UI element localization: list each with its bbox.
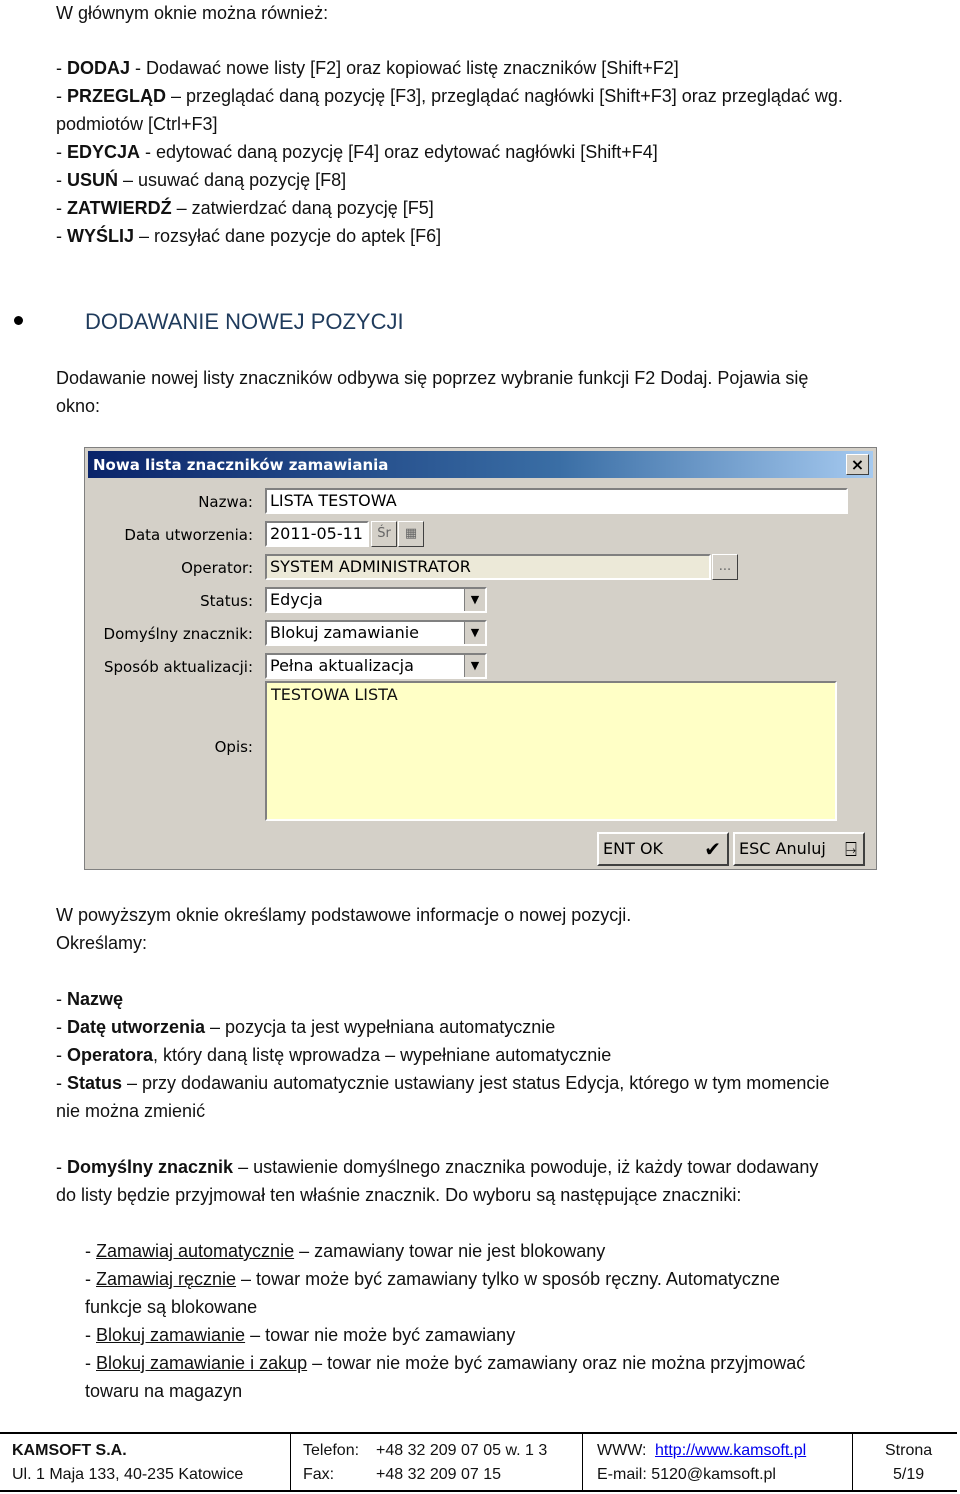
status-select[interactable]	[265, 587, 487, 613]
desc-domyslny-cont: do listy będzie przyjmował ten właśnie znacznik. Do wyboru są następujące znaczniki:	[56, 1185, 742, 1205]
exit-door-icon: ⍈	[845, 837, 857, 861]
label-data: Data utworzenia:	[124, 526, 253, 544]
desc-status: - Status – przy dodawaniu automatycznie ustawiany jest status Edycja, którego w tym momencie	[56, 1073, 830, 1093]
marker-blokuj-zakup: - Blokuj zamawianie i zakup – towar nie może być zamawiany oraz nie można przyjmować	[85, 1353, 806, 1373]
company-name: KAMSOFT S.A.	[12, 1442, 127, 1459]
nazwa-input[interactable]: LISTA TESTOWA	[265, 488, 848, 514]
znacznik-select[interactable]	[265, 620, 487, 646]
operator-input: SYSTEM ADMINISTRATOR	[265, 554, 711, 580]
function-dodaj: - DODAJ - Dodawać nowe listy [F2] oraz kopiować listę znaczników [Shift+F2]	[56, 58, 679, 78]
desc-data: - Datę utworzenia – pozycja ta jest wypełniana automatycznie	[56, 1017, 556, 1037]
data-input[interactable]: 2011-05-11	[265, 521, 369, 547]
function-zatwierdz: - ZATWIERDŹ – zatwierdzać daną pozycję [F5]	[56, 198, 434, 218]
function-wyslij: - WYŚLIJ – rozsyłać dane pozycje do aptek [F6]	[56, 226, 442, 246]
sposob-select[interactable]	[265, 653, 487, 679]
label-operator: Operator:	[181, 559, 253, 577]
page-number: 5/19	[893, 1466, 925, 1483]
close-button[interactable]: ×	[846, 454, 869, 475]
ok-label: ENT OK	[603, 839, 664, 858]
intro-text: W głównym oknie można również:	[56, 3, 329, 23]
label-nazwa: Nazwa:	[198, 493, 253, 511]
page-label: Strona	[885, 1442, 933, 1459]
section-heading: DODAWANIE NOWEJ POZYCJI	[85, 309, 404, 334]
fax-label: Fax:	[303, 1466, 335, 1483]
www-link[interactable]: http://www.kamsoft.pl	[655, 1442, 807, 1459]
after-text-2: Określamy:	[56, 933, 148, 953]
footer-web	[582, 1434, 853, 1490]
page-footer	[0, 1432, 957, 1492]
chevron-down-icon[interactable]: ▼	[464, 622, 485, 644]
marker-blokuj-zakup-cont: towaru na magazyn	[85, 1381, 243, 1401]
desc-nazwa: - Nazwę	[56, 989, 124, 1009]
section-intro-1: Dodawanie nowej listy znaczników odbywa się poprzez wybranie funkcji F2 Dodaj. Pojawia się	[56, 368, 809, 388]
tel-label: Telefon:	[303, 1442, 360, 1459]
footer-phone	[290, 1434, 583, 1490]
company-address: Ul. 1 Maja 133, 40-235 Katowice	[12, 1466, 244, 1483]
cancel-label: ESC Anuluj	[739, 839, 826, 858]
section-intro-2: okno:	[56, 396, 101, 416]
function-przeglad: - PRZEGLĄD – przeglądać daną pozycję [F3], przeglądać nagłówki [Shift+F3] oraz przeglądać wg.	[56, 86, 843, 106]
cancel-button[interactable]	[733, 832, 865, 866]
label-status: Status:	[200, 592, 253, 610]
chevron-down-icon[interactable]: ▼	[464, 655, 485, 677]
function-przeglad-cont: podmiotów [Ctrl+F3]	[56, 114, 218, 134]
weekday-button[interactable]: Śr	[371, 521, 397, 547]
checkmark-icon: ✔	[704, 837, 721, 861]
desc-operator: - Operatora, który daną listę wprowadza – wypełniane automatycznie	[56, 1045, 612, 1065]
dialog-titlebar	[88, 451, 873, 478]
tel-value: +48 32 209 07 05 w. 1 3	[376, 1442, 548, 1459]
label-sposob: Sposób aktualizacji:	[104, 658, 253, 676]
opis-textarea[interactable]: TESTOWA LISTA	[265, 681, 837, 821]
after-text-1: W powyższym oknie określamy podstawowe informacje o nowej pozycji.	[56, 905, 632, 925]
sposob-value: Pełna aktualizacja	[270, 656, 414, 675]
operator-browse-button[interactable]: ...	[712, 554, 738, 580]
dialog-window	[84, 447, 877, 870]
fax-value: +48 32 209 07 15	[376, 1466, 502, 1483]
www-label: WWW:	[597, 1442, 647, 1459]
footer-company	[0, 1434, 290, 1490]
dialog-title: Nowa lista znaczników zamawiania	[93, 456, 389, 474]
label-znacznik: Domyślny znacznik:	[103, 625, 253, 643]
status-value: Edycja	[270, 590, 323, 609]
marker-zamawiaj-recznie: - Zamawiaj ręcznie – towar może być zamawiany tylko w sposób ręczny. Automatyczne	[85, 1269, 780, 1289]
function-usun: - USUŃ – usuwać daną pozycję [F8]	[56, 170, 347, 190]
footer-page	[852, 1434, 958, 1490]
label-opis: Opis:	[214, 738, 253, 756]
chevron-down-icon[interactable]: ▼	[464, 589, 485, 611]
calendar-icon[interactable]: ▦	[398, 521, 424, 547]
desc-status-cont: nie można zmienić	[56, 1101, 206, 1121]
function-edycja: - EDYCJA - edytować daną pozycję [F4] oraz edytować nagłówki [Shift+F4]	[56, 142, 658, 162]
marker-zamawiaj-recznie-cont: funkcje są blokowane	[85, 1297, 258, 1317]
znacznik-value: Blokuj zamawianie	[270, 623, 420, 642]
email-text: E-mail: 5120@kamsoft.pl	[597, 1466, 776, 1483]
marker-blokuj: - Blokuj zamawianie – towar nie może być zamawiany	[85, 1325, 516, 1345]
ok-button[interactable]	[597, 832, 729, 866]
bullet-icon	[14, 316, 23, 325]
marker-zamawiaj-auto: - Zamawiaj automatycznie – zamawiany towar nie jest blokowany	[85, 1241, 606, 1261]
desc-domyslny: - Domyślny znacznik – ustawienie domyślnego znacznika powoduje, iż każdy towar dodawany	[56, 1157, 819, 1177]
